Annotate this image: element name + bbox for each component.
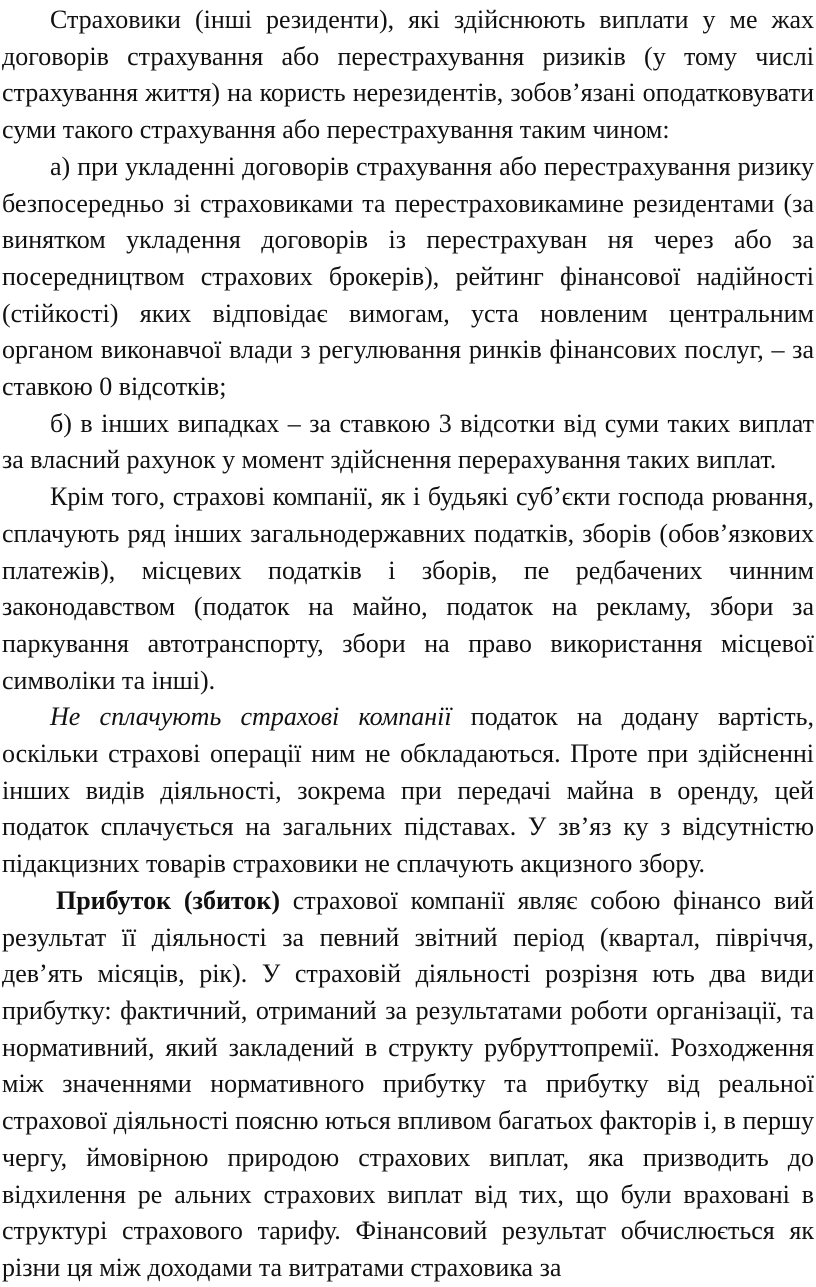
paragraph-insurers-nonresidents — [2, 2, 814, 149]
paragraph-bold-lead: Прибуток (збиток) — [56, 885, 280, 915]
paragraph-text: Страховики (інші резиденти), які здійснюють виплати у ме жах договорів страхування або перестрахування ризиків (у тому числі страхування життя) на користь нерезидентів, зобов’язані оподатковувати суми такого страхування або перестрахування таким чином: — [2, 5, 814, 145]
paragraph-item-b — [2, 406, 814, 479]
paragraph-text: а) при укладенні договорів страхування або перестрахування ризику безпосередньо зі страховиками та перестраховикамине резидентами (за винятком укладення договорів із перестрахуван ня через або за посередництвом страхових брокерів), рейтинг фінансової надійності (стійкості) яких відповідає вимогам, уста новленим центральним органом виконавчої влади з регулювання ринків фінансових послуг, – за ставкою 0 відсотків; — [2, 151, 814, 402]
paragraph-text: податок на додану вартість, оскільки страхові операції ним не обкладаються. Проте при здійсненні інших видів діяльності, зокрема при передачі майна в оренду, цей податок сплачується на загальних підставах. У зв’яз ку з відсутністю підакцизних товарів страховики не сплачують акцизного збору. — [2, 702, 814, 879]
paragraph-text: страхової компанії являє собою фінансо вий результат її діяльності за певний звітний період (квартал, півріччя, дев’ять місяців, рік). У страховій діяльності розрізня ють два види прибутку: фактичний, отриманий за результатами роботи організації, та нормативний, який закладений в структу рубруттопремії. Розходження між значеннями нормативного прибутку та прибутку від реальної страхової діяльності поясню ються впливом багатьох факторів і, в першу чергу, ймовірною природою страхових виплат, яка призводить до відхилення ре альних страхових виплат від тих, що були враховані в структурі страхового тарифу. Фінансовий результат обчислюється як різни ця між доходами та витратами страховика за — [2, 885, 814, 1282]
paragraph-profit — [2, 883, 814, 1287]
paragraph-text: б) в інших випадках – за ставкою 3 відсотки від суми таких виплат за власний рахунок у момент здійснення перерахування таких виплат. — [2, 408, 814, 475]
paragraph-item-a — [2, 149, 814, 406]
paragraph-italic-lead: Не сплачують страхові компанії — [50, 702, 452, 732]
paragraph-vat — [2, 699, 814, 883]
paragraph-text: Крім того, страхові компанії, як і будьякі суб’єкти господа рювання, сплачують ряд інших загальнодержавних податків, зборів (обов’язкових платежів), місцевих податків і зборів, пе редбачених чинним законодавством (податок на майно, податок на рекламу, збори за паркування автотранспорту, збори на право використання місцевої символіки та інші). — [2, 482, 814, 695]
paragraph-other-taxes — [2, 479, 814, 699]
